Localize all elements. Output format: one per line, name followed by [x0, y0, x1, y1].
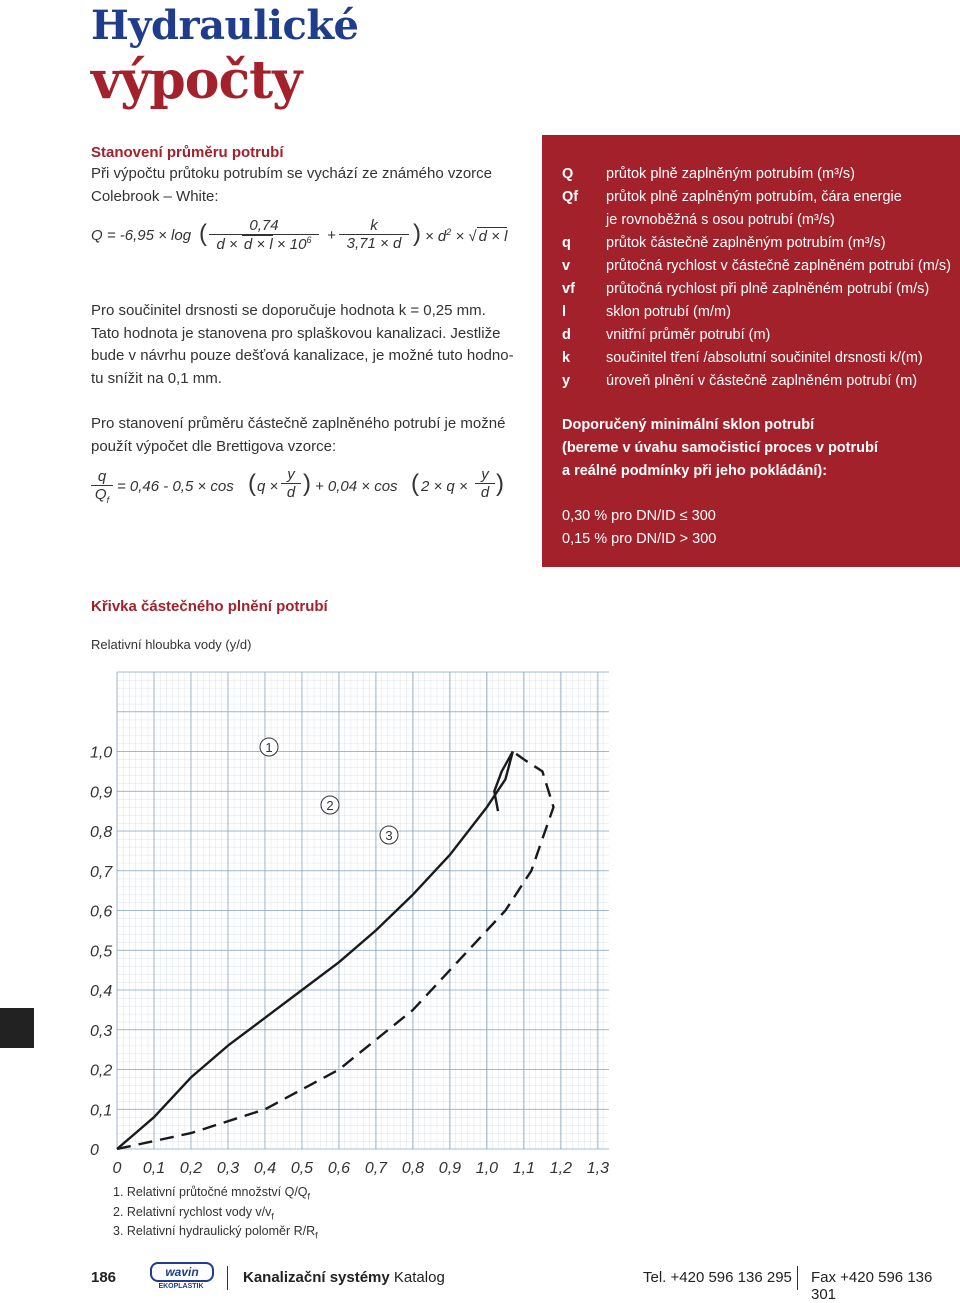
x-tick-label: 0,5: [290, 1160, 314, 1177]
wavin-logo: [150, 1262, 212, 1292]
y-over-d-2: [475, 466, 495, 501]
legend-item: 1. Relativní průtočné množství $Q/Q_f$: [113, 1185, 311, 1202]
paragraph-line: použít výpočet dle Brettigova vzorce:: [91, 437, 337, 455]
intro-text: [91, 163, 492, 208]
formula-mid: + 0,04 × cos: [315, 478, 398, 495]
curve-label-1: 1: [265, 740, 273, 755]
fraction-1-denominator: $d \times d \times l \times 10^6$: [216, 235, 312, 253]
fraction-numerator: y: [475, 466, 495, 484]
partial-fill-chart: [84, 670, 664, 1180]
x-tick-label: 0,3: [216, 1160, 240, 1177]
x-tick-label: 0,1: [142, 1160, 166, 1177]
lhs-denominator: $Q_f$: [94, 486, 110, 505]
lhs-numerator: q: [91, 468, 113, 486]
fraction-1-numerator: 0,74: [209, 217, 319, 235]
x-tick-label: 1,0: [475, 1160, 499, 1177]
x-tick-label: 0,6: [327, 1160, 351, 1177]
fraction-2-denominator: 3,71 × d: [346, 235, 402, 252]
footer-phone: Tel. +420 596 136 295: [643, 1269, 792, 1286]
y-tick-label: 0,3: [90, 1022, 113, 1040]
symbols-info-box: Q průtok plně zaplněným potrubím (m³/s) Qf průtok plně zaplněným potrubím, čára energie je rovnoběžná s osou potrubí (m³/s) q průtok částečně zaplněným potrubím (m³/s) v průtočná rychlost v částečně zaplněném potrubí (m/s) vf průtočná rychlost při plně zaplněném potrubí (m/s) l sklon potrubí (m/m) d vnitřní průměr potrubí (m) k součinitel tření /absolutní součinitel drsnosti k/(m) y úroveň plnění v částečně zaplněném potrubí (m) Doporučený minimální sklon potrubí (bereme v úvahu samočisticí proces v potrubí a reálné podmínky při jeho pokládání): 0,30 % pro DN/ID ≤ 300 0,15 % pro DN/ID > 300: [542, 135, 960, 567]
page-title-line1: Hydraulické: [91, 2, 359, 49]
y-tick-label: 0,8: [90, 824, 113, 841]
curve-label-2: 2: [326, 798, 334, 813]
fraction-denominator: d: [286, 484, 296, 501]
legend-item: 3. Relativní hydraulický poloměr $R/R_f$: [113, 1224, 318, 1241]
x-tick-label: 0: [112, 1160, 122, 1177]
chart-heading: Křivka částečného plnění potrubí: [91, 598, 328, 615]
formula-tail: × $d^2$ × √ d × l: [425, 227, 508, 245]
fraction-2-numerator: k: [339, 217, 409, 235]
y-tick-label: 0,7: [90, 863, 113, 881]
page-title-line2: výpočty: [91, 50, 302, 111]
page-number: 186: [91, 1269, 117, 1286]
x-tick-label: 1,1: [512, 1160, 536, 1177]
fraction-denominator: d: [480, 484, 490, 501]
chart-x-ticks: [113, 1160, 610, 1177]
paren-open: (: [248, 470, 256, 497]
roughness-paragraph: [91, 300, 531, 390]
chart-y-ticks: [90, 745, 113, 1160]
x-tick-label: 0,9: [438, 1160, 462, 1177]
footer-fax: Fax +420 596 136 301: [811, 1269, 933, 1303]
formula-lhs: Q = -6,95 × log: [91, 227, 192, 244]
curve-label-1-marker: [260, 738, 278, 756]
brettig-paragraph: [91, 413, 531, 458]
formula-plus: +: [327, 227, 336, 244]
curve-label-3-marker: [380, 826, 398, 844]
logo-subbrand: EKOPLASTIK: [158, 1283, 204, 1290]
y-tick-label: 0: [90, 1142, 99, 1159]
recommendation-heading: [562, 414, 878, 483]
y-tick-label: 0,4: [90, 983, 113, 1000]
paren-open: (: [411, 470, 419, 497]
x-tick-label: 0,7: [364, 1160, 388, 1177]
logo-wordmark: wavin: [150, 1262, 214, 1282]
x-tick-label: 0,8: [401, 1160, 425, 1177]
catalog-title: Kanalizační systémy Katalog: [243, 1269, 445, 1286]
slope-value: 0,30 % pro DN/ID ≤ 300: [562, 508, 716, 524]
paragraph-line: bude v návrhu pouze dešťová kanalizace, je možné tuto hodno-: [91, 347, 514, 364]
footer-divider: [797, 1266, 798, 1290]
fraction-1: [209, 217, 319, 253]
y-tick-label: 0,5: [90, 943, 113, 961]
slope-value: 0,15 % pro DN/ID > 300: [562, 531, 717, 547]
chart-y-axis-label: Relativní hloubka vody (y/d): [91, 637, 252, 652]
paren-close: ): [496, 470, 504, 497]
brettig-formula: [91, 466, 521, 516]
y-tick-label: 0,9: [90, 784, 113, 802]
fraction-2: [339, 217, 409, 252]
recommendation-values: [562, 505, 716, 551]
y-tick-label: 0,6: [90, 903, 113, 921]
recommendation-line: (bereme v úvahu samočisticí proces v potrubí: [562, 440, 878, 456]
paragraph-line: tu snížit na 0,1 mm.: [91, 369, 222, 387]
section-heading-diameter: Stanovení průměru potrubí: [91, 144, 284, 161]
formula-eq: = 0,46 - 0,5 × cos: [117, 478, 234, 495]
paren-close: ): [413, 220, 421, 247]
y-over-d-1: [281, 466, 301, 501]
curve-label-2-marker: [321, 796, 339, 814]
x-tick-label: 1,2: [549, 1160, 573, 1177]
paren-close: ): [303, 470, 311, 497]
y-tick-label: 0,2: [90, 1062, 113, 1080]
x-tick-label: 1,3: [586, 1160, 610, 1177]
colebrook-formula: [91, 212, 521, 264]
paren-open: (: [199, 220, 207, 247]
y-tick-label: 0,1: [90, 1102, 113, 1120]
fraction-numerator: y: [281, 466, 301, 484]
recommendation-line: a reálné podmínky při jeho pokládání):: [562, 463, 828, 479]
footer-divider: [227, 1266, 228, 1290]
curve-label-3: 3: [385, 828, 393, 843]
intro-line: Při výpočtu průtoku potrubím se vychází ze známého vzorce: [91, 165, 493, 182]
formula-p2: 2 × q ×: [421, 478, 468, 495]
paragraph-line: Pro součinitel drsnosti se doporučuje hodnota k = 0,25 mm.: [91, 302, 486, 319]
intro-line: Colebrook – White:: [91, 187, 219, 205]
section-tab-marker: [0, 1008, 34, 1048]
x-tick-label: 0,2: [179, 1160, 203, 1177]
x-tick-label: 0,4: [253, 1160, 277, 1177]
paragraph-line: Pro stanovení průměru částečně zaplněného potrubí je možné: [91, 415, 506, 432]
chart-legend: [113, 1185, 318, 1244]
lhs-fraction: [91, 468, 113, 505]
y-tick-label: 1,0: [90, 744, 113, 762]
paragraph-line: Tato hodnota je stanovena pro splaškovou kanalizaci. Jestliže: [91, 324, 501, 342]
recommendation-line: Doporučený minimální sklon potrubí: [562, 417, 815, 433]
formula-p1: q ×: [257, 478, 279, 495]
legend-item: 2. Relativní rychlost vody $v/v_f$: [113, 1204, 274, 1221]
